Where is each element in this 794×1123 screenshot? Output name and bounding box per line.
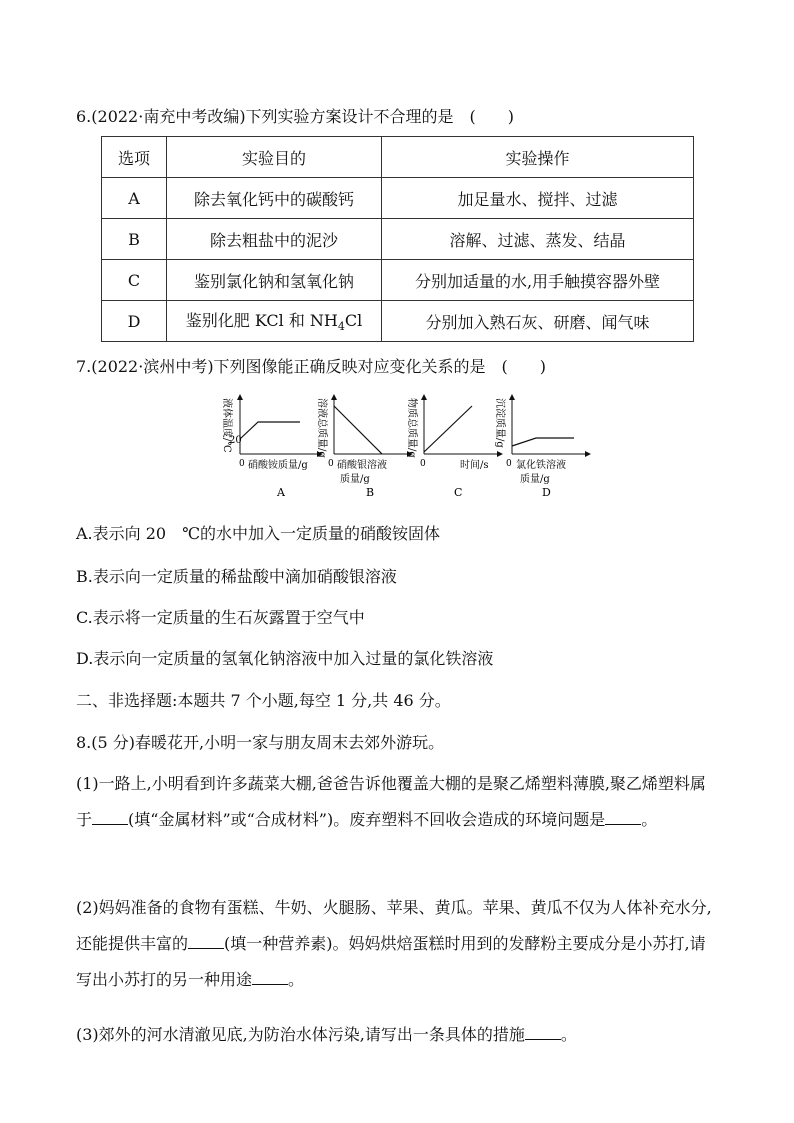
subscript: 4 [337, 320, 345, 334]
table-header-row [102, 137, 694, 178]
row-operation: 分别加适量的水,用手触摸容器外壁 [382, 260, 694, 301]
row-option: C [102, 260, 167, 301]
experiment-table [101, 136, 694, 342]
part-3-text: 。 [560, 1025, 577, 1044]
table-row [102, 301, 694, 342]
answer-blank[interactable] [92, 808, 128, 825]
row-option: B [102, 219, 167, 260]
row-operation: 加足量水、搅拌、过滤 [382, 178, 694, 219]
question-8-part-2 [76, 890, 721, 998]
row-purpose [167, 301, 382, 342]
graph-a-ylabel: 液体温度/℃ [221, 398, 232, 453]
question-8-stem: 8.(5 分)春暖花开,小明一家与朋友周末去郊外游玩。 [76, 733, 445, 752]
header-option: 选项 [102, 137, 167, 178]
graph-d [494, 397, 588, 499]
row-option: A [102, 178, 167, 219]
graph-a-letter: A [277, 486, 285, 499]
graph-c-ylabel: 物质总质量/g [406, 398, 417, 458]
table-row [102, 178, 694, 219]
row-option: D [102, 301, 167, 342]
graph-b-ylabel: 溶液总质量/g [316, 398, 327, 458]
table-row [102, 219, 694, 260]
graph-b-line [334, 406, 382, 454]
purpose-text: 鉴别化肥 KCl 和 NH [185, 311, 338, 331]
answer-blank[interactable] [605, 808, 641, 825]
graph-d-xlabel-2: 质量/g [520, 474, 550, 485]
graph-a-ytick: 20 [229, 435, 242, 446]
answer-blank[interactable] [188, 932, 224, 949]
row-purpose: 除去氧化钙中的碳酸钙 [167, 178, 382, 219]
option-c: C.表示将一定质量的生石灰露置于空气中 [76, 608, 365, 627]
row-operation: 分别加入熟石灰、研磨、闻气味 [382, 301, 694, 342]
row-purpose: 鉴别氯化钠和氢氧化钠 [167, 260, 382, 301]
part-2-text: (2)妈妈准备的食物有蛋糕、牛奶、火腿肠、苹果、黄瓜。苹果、黄瓜不仅为人体补充水分,还能提供丰富的 [76, 898, 712, 953]
answer-blank[interactable] [252, 968, 288, 985]
question-8-part-1 [76, 766, 721, 838]
part-2-text: (填一种营养素)。妈妈烘焙蛋糕时用到的发酵粉主要成分是小苏打,请写出小苏打的另一种用途 [76, 934, 706, 989]
header-purpose: 实验目的 [167, 137, 382, 178]
part-1-text: (1)一路上,小明看到许多蔬菜大棚,爸爸告诉他覆盖大棚的是聚乙烯塑料薄膜,聚乙烯塑料属于 [76, 774, 706, 829]
graph-c-letter: C [454, 486, 463, 499]
question-7-stem: 7.(2022·滨州中考)下列图像能正确反映对应变化关系的是 ( ) [76, 357, 547, 376]
part-1-text: 。 [641, 810, 658, 829]
purpose-text: Cl [344, 311, 363, 331]
part-3-text: (3)郊外的河水清澈见底,为防治水体污染,请写出一条具体的措施 [76, 1025, 525, 1044]
question-6-stem: 6.(2022·南充中考改编)下列实验方案设计不合理的是 ( ) [76, 107, 515, 126]
graph-d-ylabel: 沉淀质量/g [494, 398, 505, 448]
part-2-text: 。 [288, 970, 305, 989]
row-operation: 溶解、过滤、蒸发、结晶 [382, 219, 694, 260]
graph-c [406, 397, 500, 499]
graph-b-letter: B [366, 486, 375, 499]
table-row [102, 260, 694, 301]
graph-b [316, 397, 410, 499]
answer-blank[interactable] [525, 1023, 561, 1040]
graph-b-origin: 0 [328, 459, 334, 469]
graph-a-xlabel: 硝酸铵质量/g [248, 460, 308, 471]
graphs-figure [214, 392, 594, 502]
graph-a-line [240, 422, 300, 439]
graph-d-origin: 0 [506, 459, 512, 469]
option-d: D.表示向一定质量的氢氧化钠溶液中加入过量的氯化铁溶液 [76, 649, 494, 668]
graph-c-xlabel: 时间/s [460, 460, 489, 471]
graph-d-line [512, 438, 574, 446]
graph-c-origin: 0 [420, 459, 426, 469]
graph-d-letter: D [542, 486, 551, 499]
graph-d-xlabel-1: 氯化铁溶液 [516, 460, 566, 471]
graph-a [221, 397, 320, 499]
graph-b-xlabel-1: 硝酸银溶液 [337, 460, 387, 471]
part-1-text: (填“金属材料”或“合成材料”)。废弃塑料不回收会造成的环境问题是 [128, 810, 606, 829]
row-purpose: 除去粗盐中的泥沙 [167, 219, 382, 260]
graph-c-line [424, 406, 472, 452]
option-b: B.表示向一定质量的稀盐酸中滴加硝酸银溶液 [76, 567, 397, 586]
graph-b-xlabel-2: 质量/g [340, 474, 370, 485]
header-operation: 实验操作 [382, 137, 694, 178]
question-8-part-3 [76, 1017, 721, 1053]
section-heading: 二、非选择题:本题共 7 个小题,每空 1 分,共 46 分。 [76, 691, 451, 710]
option-a: A.表示向 20 ℃的水中加入一定质量的硝酸铵固体 [76, 524, 440, 543]
graph-a-origin: 0 [239, 459, 245, 469]
